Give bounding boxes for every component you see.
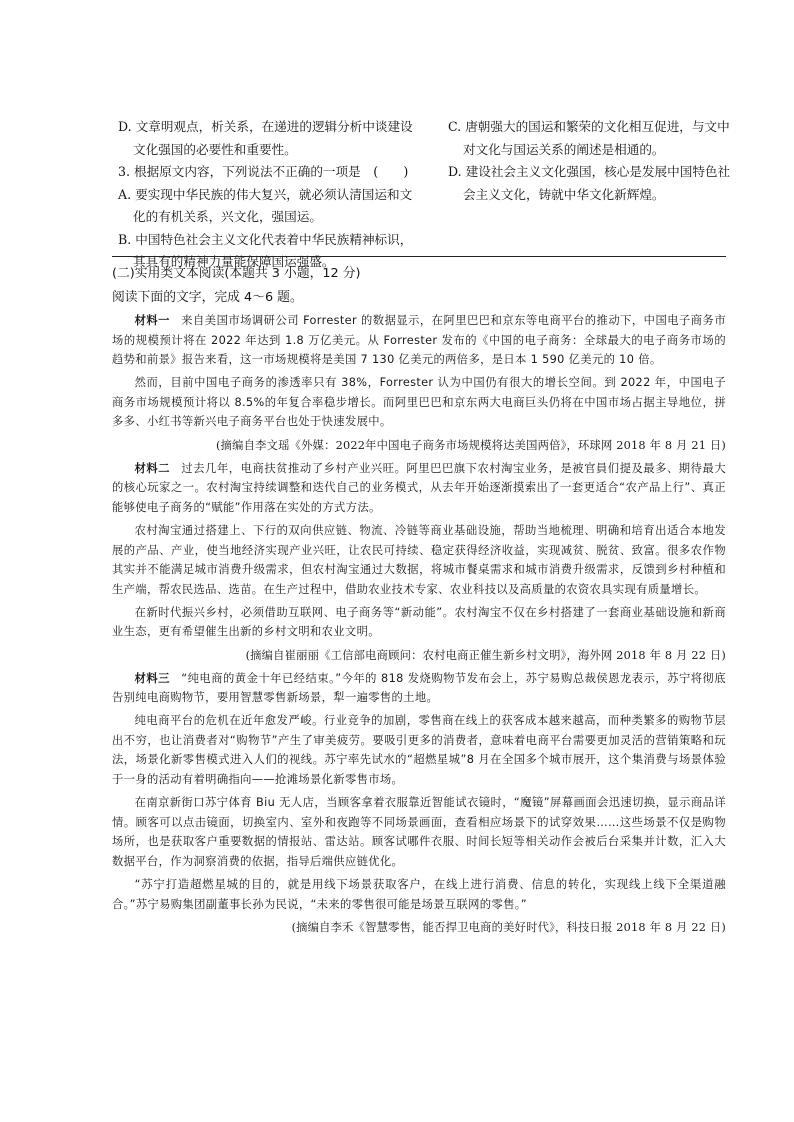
material-three-para-3: 在南京新街口苏宁体育 Biu 无人店，当顾客拿着衣服靠近智能试衣镜时，“魔镜”屏幕画面会迅速切换，显示商品详情。顾客可以点击镜面，切换室内、室外和夜跑等不同场景画面，查看相应场景下的试穿效果……这些场景不仅是购物场所，也是获取客户重要数据的情报站、雷达站。顾客试哪件衣服、时间长短等相关动作会被后台采集并计数，汇入大数据平台，作为洞察消费的依据，指导后端供应链优化。 <box>112 796 726 868</box>
q3-option-c: C. 唐朝强大的国运和繁荣的文化相互促进，与文中对文化与国运关系的阐述是相通的。 <box>448 119 730 157</box>
material-three-para-1 <box>112 669 726 708</box>
material-two-label: 材料二 <box>134 461 171 475</box>
q2-option-d: D. 文章明观点，析关系，在递进的逻辑分析中谈建设文化强国的必要性和重要性。 <box>118 119 413 157</box>
material-two-para-3: 在新时代振兴乡村，必须借助互联网、电子商务等“新动能”。农村淘宝不仅在乡村搭建了一套商业基础设施和新商业生态，更有希望催生出新的乡村文明和农业文明。 <box>112 605 726 639</box>
material-one <box>112 311 726 455</box>
material-two-source: (摘编自崔丽丽《工信部电商顾问：农村电商正催生新乡村文明》，海外网 2018 年 8 月 22 日) <box>245 648 726 662</box>
options-right-column <box>448 116 733 206</box>
material-one-text-1: 来自美国市场调研公司 Forrester 的数据显示，在阿里巴巴和京东等电商平台的推动下，中国电子商务市场的规模预计将在 2022 年达到 1.8 万亿美元。从 Forrester 发布的《中国的电子商务：全球最大的电子商务市场的趋势和前景》报告来看，这一市场规模将是美国 7 130 亿美元的两倍多，是日本 1 590 亿美元的 10 倍。 <box>112 314 726 367</box>
options-left-column <box>118 116 418 274</box>
section-title: (二)实用类文本阅读(本题共 3 小题，12 分) <box>112 266 361 281</box>
material-three-para-4: “苏宁打造超燃星城的目的，就是用线下场景获取客户，在线上进行消费、信息的转化，实现线上线下全渠道融合。”苏宁易购集团副董事长孙为民说，“未来的零售很可能是场景互联网的零售。” <box>112 878 726 911</box>
q3-option-a: A. 要实现中华民族的伟大复兴，就必须认清国运和文化的有机关系，兴文化，强国运。 <box>118 186 413 224</box>
section-divider <box>112 256 726 257</box>
material-three-para-2: 纯电商平台的危机在近年愈发严峻。行业竞争的加剧，零售商在线上的获客成本越来越高，而种类繁多的购物节层出不穷，也让消费者对“购物节”产生了审美疲劳。要吸引更多的消费者，意味着电商平台需要更加灵活的营销策略和玩法，场景化新零售模式进入人们的视线。苏宁率先试水的“超燃星城”8 月在全国多个城市展开，这个集消费与场景体验于一身的活动有着明确指向——抢滩场景化新零售市场。 <box>112 714 726 787</box>
practical-reading-section <box>112 262 726 941</box>
material-two-para-2: 农村淘宝通过搭建上、下行的双向供应链、物流、冷链等商业基础设施，帮助当地梳理、明确和培育出适合本地发展的产品、产业，使当地经济实现产业兴旺，让农民可持续、稳定获得经济收益，实现减贫、脱贫、致富。很多农作物其实并不能满足城市消费升级需求，但农村淘宝通过大数据，将城市餐桌需求和城市消费升级需求，反馈到乡村种植和生产端，帮农民选品、选苗。在生产过程中，借助农业技术专家、农业科技以及高质量的农资农具实现有质量增长。 <box>112 523 726 596</box>
material-two-para-1 <box>112 459 726 518</box>
q3-stem: 3. 根据原文内容，下列说法不正确的一项是 ( ) <box>118 164 409 179</box>
material-three-text-1: “纯电商的黄金十年已经结束。”今年的 818 发烧购物节发布会上，苏宁易购总裁侯恩龙表示，苏宁将彻底告别纯电商购物节，要用智慧零售新场景，犁一遍零售的土地。 <box>112 671 726 705</box>
material-one-para-2: 然而，目前中国电子商务的渗透率只有 38%，Forrester 认为中国仍有很大的增长空间。到 2022 年，中国电子商务市场规模预计将以 8.5%的年复合率稳步增长。而阿里巴巴和京东两大电商巨头仍将在中国市场占据主导地位，拼多多、小红书等新兴电子商务平台也处于快速发展中。 <box>112 376 726 429</box>
material-two <box>112 459 726 665</box>
material-one-source: (摘编自李文瑶《外媒：2022年中国电子商务市场规模将达美国两倍》，环球网 2018 年 8 月 21 日) <box>216 438 726 452</box>
material-three-label: 材料三 <box>134 671 170 685</box>
material-three <box>112 669 726 938</box>
material-one-label: 材料一 <box>134 314 170 327</box>
q3-option-b: B. 中国特色社会主义文化代表着中华民族精神标识，其具有的精神力量能保障国运强盛。 <box>118 231 413 269</box>
material-two-text-1: 过去几年，电商扶贫推动了乡村产业兴旺。阿里巴巴旗下农村淘宝业务，是被官員们提及最多、期待最大的核心玩家之一。农村淘宝持续调整和迭代自己的业务模式，从去年开始逐渐摸索出了一套更适合“农产品上行”、真正能够使电子商务的“赋能”作用落在实处的方式方法。 <box>112 461 726 514</box>
material-one-para-1 <box>112 311 726 370</box>
section-instruction: 阅读下面的文字，完成 4～6 题。 <box>112 290 303 305</box>
q3-option-d: D. 建设社会主义文化强国，核心是发展中国特色社会主义文化，铸就中华文化新辉煌。 <box>448 164 731 202</box>
material-three-source: (摘编自李禾《智慧零售，能否捍卫电商的美好时代》，科技日报 2018 年 8 月 22 日) <box>291 920 726 934</box>
